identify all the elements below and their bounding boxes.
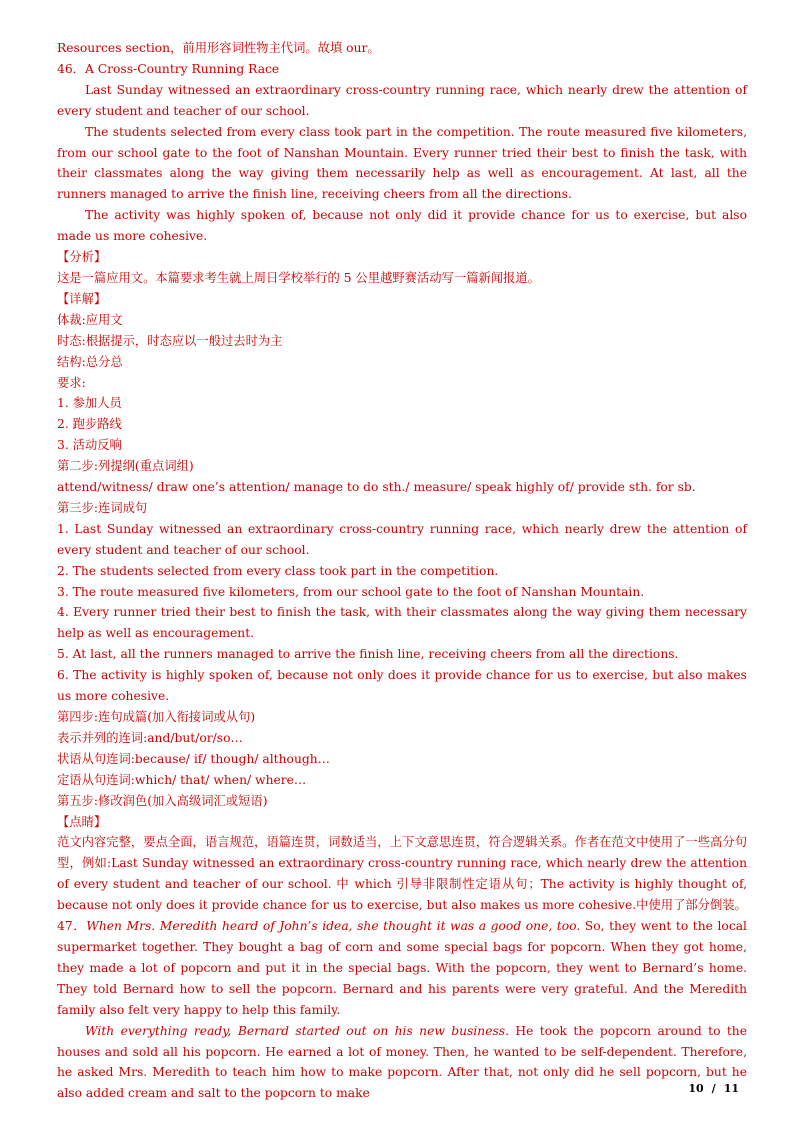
answer-text: So, they went to the local supermarket together. They bought a bag of corn and some special bags for popcorn. When they got home, they made a lot of popcorn and put it in the special bags. With the popcorn, they went to Bernard’s home. They told Bernard how to sell the popcorn. Bernard and his parents were very grateful. And the Meredith family also felt very happy to help this family. [57, 919, 747, 1017]
step-four-heading: 第四步:连句成篇(加入衔接词或从句) [57, 710, 256, 724]
analysis-text: 这是一篇应用文。本篇要求考生就上周日学校举行的 5 公里越野赛活动写一篇新闻报道。 [57, 270, 540, 285]
page-footer [684, 1082, 743, 1095]
document-body [57, 38, 747, 1104]
essay-paragraph-1: Last Sunday witnessed an extraordinary cross-country running race, which nearly drew the attention of every student and teacher of our school. [57, 82, 747, 118]
tense-line: 时态:根据提示，时态应以一般过去时为主 [57, 333, 283, 348]
given-sentence: With everything ready, Bernard started out on his new business. [85, 1023, 510, 1038]
requirement-item: 3. 活动反响 [57, 438, 122, 453]
step-two-content: attend/witness/ draw one’s attention/ manage to do sth./ measure/ speak highly of/ provide sth. for sb. [57, 480, 696, 495]
question-47-paragraph-2 [57, 1021, 747, 1105]
essay-title: 46．A Cross-Country Running Race [57, 61, 280, 76]
page-number: 10 [688, 1082, 704, 1095]
sentence-item: 4. Every runner tried their best to finish the task, with their classmates along the way giving them necessary help as well as encouragement. [57, 605, 747, 641]
section-heading-comment: 【点睛】 [57, 814, 107, 829]
sentence-item: 5. At last, all the runners managed to arrive the finish line, receiving cheers from all the directions. [57, 647, 679, 662]
answer-text: He took the popcorn around to the houses and sold all his popcorn. He earned a lot of money. Then, he wanted to be self-dependent. Therefore, he asked Mrs. Meredith to teach him how to make popcorn. After that, not only did he sell popcorn, but he also added cream and salt to the popcorn to make [57, 1023, 748, 1101]
conjunction-line: 状语从句连词:because/ if/ though/ although… [57, 751, 330, 766]
given-sentence: When Mrs. Meredith heard of John’s idea, she thought it was a good one, too. [86, 919, 581, 934]
comment-text: 范文内容完整，要点全面，语言规范，语篇连贯，词数适当，上下文意思连贯，符合逻辑关系。作者在范文中使用了一些高分句型，例如:Last Sunday witnessed an extraordinary cross-country running race, which nearly drew the attention of every student and teacher of our school. 中 which 引导非限制性定语从句；The activity is highly thought of, because not only does it provide chance for us to exercise, but also makes us more cohesive.中使用了部分倒装。 [57, 835, 747, 913]
step-five-heading: 第五步:修改润色(加入高级词汇或短语) [57, 793, 268, 808]
step-two-heading: 第二步:列提纲(重点词组) [57, 459, 194, 474]
conjunction-line: 定语从句连词:which/ that/ when/ where… [57, 772, 307, 787]
text-line: Resources section，前用形容词性物主代词。故填 our。 [57, 41, 380, 55]
essay-paragraph-3: The activity was highly spoken of, because not only did it provide chance for us to exercise, but also made us more cohesive. [57, 208, 747, 244]
conjunction-line: 表示并列的连词:and/but/or/so… [57, 730, 243, 745]
genre-line: 体裁:应用文 [57, 312, 123, 327]
section-heading-detail: 【详解】 [57, 291, 107, 306]
sentence-item: 1. Last Sunday witnessed an extraordinary cross-country running race, which nearly drew the attention of every student and teacher of our school. [57, 521, 747, 557]
page-total: 11 [723, 1082, 739, 1095]
essay-paragraph-2: The students selected from every class took part in the competition. The route measured five kilometers, from our school gate to the foot of Nanshan Mountain. Every runner tried their best to finish the task, with their classmates along the way giving them necessarily help as well as encouragement. At last, all the runners managed to arrive the finish line, receiving cheers from all the directions. [57, 124, 747, 202]
step-three-heading: 第三步:连词成句 [57, 500, 148, 515]
question-47-paragraph-1 [57, 916, 747, 1021]
sentence-item: 3. The route measured five kilometers, from our school gate to the foot of Nanshan Mountain. [57, 584, 645, 599]
requirements-line: 要求: [57, 375, 86, 390]
requirement-item: 2. 跑步路线 [57, 417, 122, 432]
page-separator: / [711, 1082, 716, 1095]
sentence-item: 6. The activity is highly spoken of, because not only does it provide chance for us to exercise, but also makes us more cohesive. [57, 668, 747, 704]
section-heading-analysis: 【分析】 [57, 250, 107, 265]
requirement-item: 1. 参加人员 [57, 396, 122, 411]
question-number: 47． [57, 919, 87, 934]
structure-line: 结构:总分总 [57, 354, 123, 369]
sentence-item: 2. The students selected from every class took part in the competition. [57, 563, 499, 578]
